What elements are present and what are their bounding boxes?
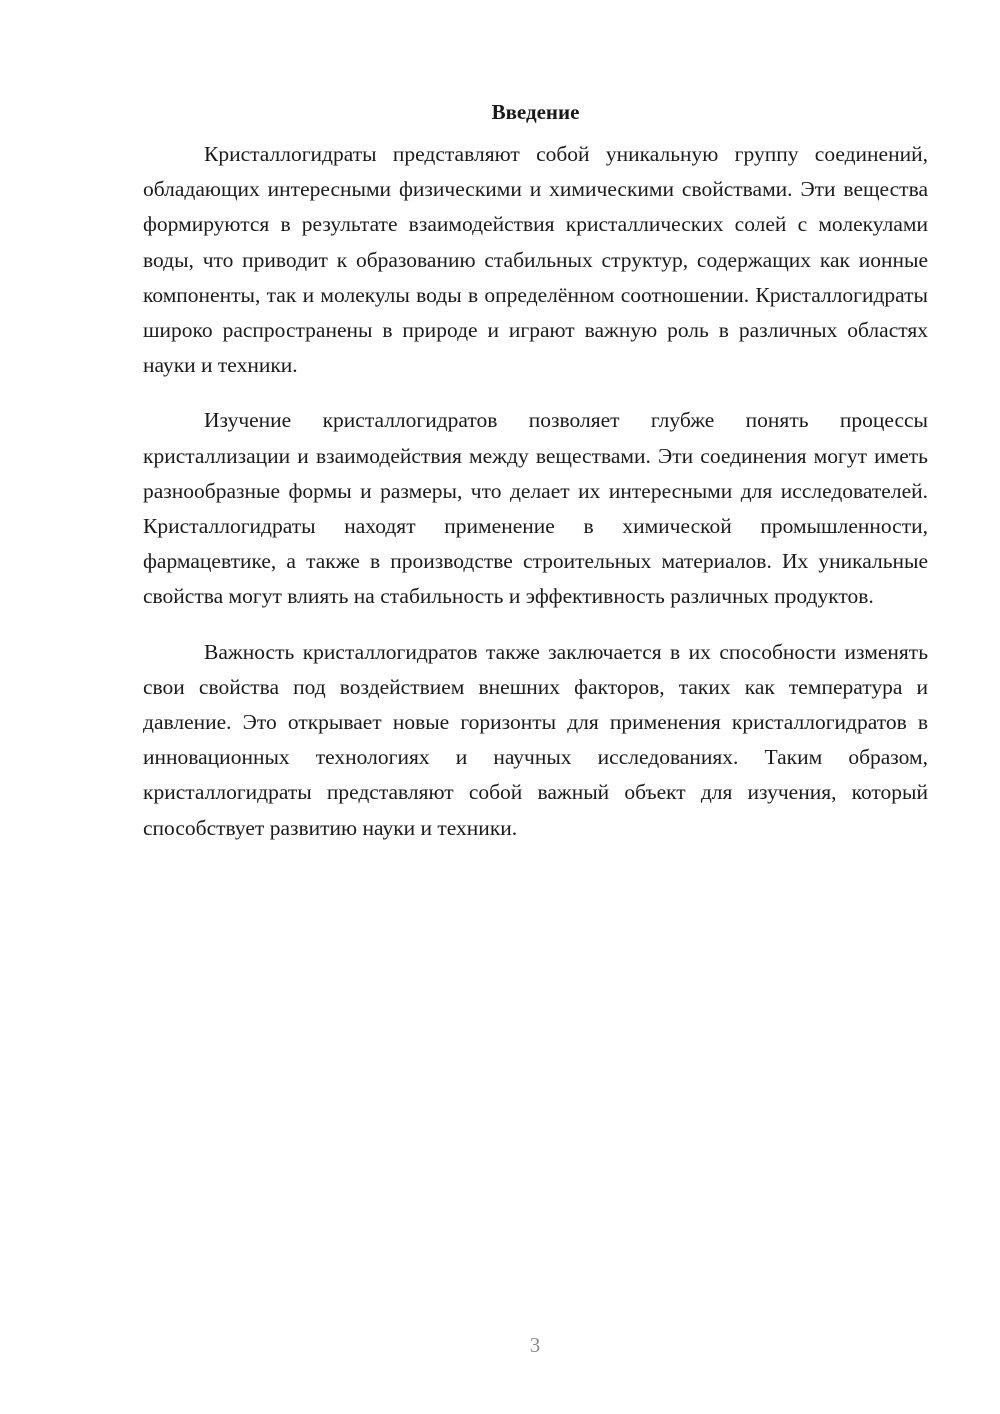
page-content (143, 98, 928, 866)
section-title: Введение (491, 100, 580, 124)
page-number: 3 (529, 1333, 541, 1357)
paragraph-2: Изучение кристаллогидратов позволяет глубже понять процессы кристаллизации и взаимодействия между веществами. Эти соединения могут иметь разнообразные формы и размеры, что делает их интересными для исследователей. Кристаллогидраты находят применение в химической промышленности, фармацевтике, а также в производстве строительных материалов. Их уникальные свойства могут влиять на стабильность и эффективность различных продуктов. (143, 408, 928, 609)
paragraph-1: Кристаллогидраты представляют собой уникальную группу соединений, обладающих интересными физическими и химическими свойствами. Эти вещества формируются в результате взаимодействия кристаллических солей с молекулами воды, что приводит к образованию стабильных структур, содержащих как ионные компоненты, так и молекулы воды в определённом соотношении. Кристаллогидраты широко распространены в природе и играют важную роль в различных областях науки и техники. (143, 142, 928, 378)
paragraph-3: Важность кристаллогидратов также заключается в их способности изменять свои свойства под воздействием внешних факторов, таких как температура и давление. Это открывает новые горизонты для применения кристаллогидратов в инновационных технологиях и научных исследованиях. Таким образом, кристаллогидраты представляют собой важный объект для изучения, который способствует развитию науки и техники. (143, 639, 928, 840)
